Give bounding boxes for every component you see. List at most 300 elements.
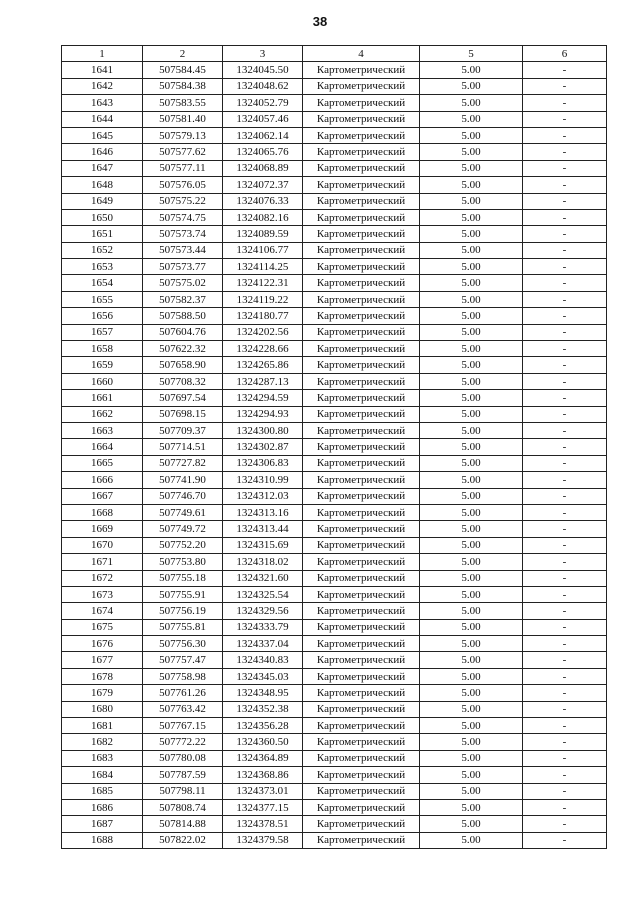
table-cell: 507698.15: [143, 406, 223, 422]
table-cell: -: [523, 95, 607, 111]
table-cell: 5.00: [420, 95, 523, 111]
table-cell: 1646: [62, 144, 143, 160]
table-cell: 507573.74: [143, 226, 223, 242]
table-cell: Картометрический: [303, 373, 420, 389]
table-cell: 1683: [62, 750, 143, 766]
table-cell: 1324082.16: [223, 209, 303, 225]
table-cell: 1641: [62, 62, 143, 78]
table-cell: 1324321.60: [223, 570, 303, 586]
table-cell: Картометрический: [303, 734, 420, 750]
table-cell: 507604.76: [143, 324, 223, 340]
table-row: [62, 111, 607, 127]
table-cell: 5.00: [420, 554, 523, 570]
table-cell: 507708.32: [143, 373, 223, 389]
table-cell: 507755.91: [143, 586, 223, 602]
table-cell: Картометрический: [303, 652, 420, 668]
table-cell: 1648: [62, 177, 143, 193]
table-row: [62, 685, 607, 701]
table-cell: Картометрический: [303, 242, 420, 258]
table-cell: 507763.42: [143, 701, 223, 717]
table-cell: 507588.50: [143, 308, 223, 324]
table-cell: -: [523, 603, 607, 619]
table-cell: 5.00: [420, 652, 523, 668]
table-cell: Картометрический: [303, 127, 420, 143]
table-row: [62, 95, 607, 111]
table-cell: 507758.98: [143, 668, 223, 684]
table-cell: 1324340.83: [223, 652, 303, 668]
table-cell: 1669: [62, 521, 143, 537]
table-cell: 1664: [62, 439, 143, 455]
table-cell: 1324072.37: [223, 177, 303, 193]
table-cell: Картометрический: [303, 619, 420, 635]
table-cell: 507787.59: [143, 767, 223, 783]
table-row: [62, 324, 607, 340]
table-cell: 1686: [62, 799, 143, 815]
table-cell: Картометрический: [303, 832, 420, 848]
table-cell: 5.00: [420, 537, 523, 553]
table-cell: 1642: [62, 78, 143, 94]
table-cell: 5.00: [420, 341, 523, 357]
table-cell: 1324062.14: [223, 127, 303, 143]
table-cell: 1651: [62, 226, 143, 242]
table-cell: Картометрический: [303, 603, 420, 619]
table-cell: Картометрический: [303, 422, 420, 438]
table-cell: 1324368.86: [223, 767, 303, 783]
table-cell: -: [523, 570, 607, 586]
table-row: [62, 373, 607, 389]
header-cell: 3: [223, 46, 303, 62]
table-cell: 1324337.04: [223, 636, 303, 652]
table-cell: -: [523, 373, 607, 389]
table-cell: 507741.90: [143, 472, 223, 488]
table-cell: 507753.80: [143, 554, 223, 570]
table-cell: 1324302.87: [223, 439, 303, 455]
table-cell: -: [523, 455, 607, 471]
table-cell: Картометрический: [303, 767, 420, 783]
table-cell: 507584.45: [143, 62, 223, 78]
table-cell: 1662: [62, 406, 143, 422]
table-cell: 5.00: [420, 668, 523, 684]
table-cell: 1688: [62, 832, 143, 848]
table-cell: 1324378.51: [223, 816, 303, 832]
table-cell: 1655: [62, 291, 143, 307]
table-cell: 507714.51: [143, 439, 223, 455]
table-row: [62, 504, 607, 520]
table-cell: 5.00: [420, 422, 523, 438]
table-cell: 1676: [62, 636, 143, 652]
table-cell: 1666: [62, 472, 143, 488]
table-cell: 5.00: [420, 718, 523, 734]
table-cell: -: [523, 750, 607, 766]
table-cell: 507798.11: [143, 783, 223, 799]
table-cell: -: [523, 209, 607, 225]
table-cell: -: [523, 78, 607, 94]
table-cell: 507575.22: [143, 193, 223, 209]
table-cell: 1324348.95: [223, 685, 303, 701]
table-cell: -: [523, 504, 607, 520]
table-row: [62, 78, 607, 94]
table-cell: -: [523, 226, 607, 242]
table-row: [62, 259, 607, 275]
table-cell: 5.00: [420, 734, 523, 750]
table-cell: 5.00: [420, 472, 523, 488]
table-cell: -: [523, 406, 607, 422]
table-cell: 5.00: [420, 226, 523, 242]
table-row: [62, 603, 607, 619]
table-cell: -: [523, 259, 607, 275]
table-cell: 1324345.03: [223, 668, 303, 684]
table-cell: 1679: [62, 685, 143, 701]
table-row: [62, 472, 607, 488]
table-cell: 1656: [62, 308, 143, 324]
table-row: [62, 406, 607, 422]
table-cell: 1645: [62, 127, 143, 143]
table-cell: Картометрический: [303, 62, 420, 78]
table-row: [62, 767, 607, 783]
table-cell: 5.00: [420, 750, 523, 766]
table-cell: 5.00: [420, 259, 523, 275]
table-cell: 1649: [62, 193, 143, 209]
table-cell: Картометрический: [303, 472, 420, 488]
table-cell: Картометрический: [303, 193, 420, 209]
table-cell: 507709.37: [143, 422, 223, 438]
table-cell: -: [523, 357, 607, 373]
table-cell: 1659: [62, 357, 143, 373]
table-cell: 507749.61: [143, 504, 223, 520]
table-cell: 5.00: [420, 242, 523, 258]
table-row: [62, 422, 607, 438]
table-cell: -: [523, 324, 607, 340]
table-row: [62, 455, 607, 471]
table-cell: 1324364.89: [223, 750, 303, 766]
table-row: [62, 357, 607, 373]
table-cell: Картометрический: [303, 586, 420, 602]
table-cell: 1670: [62, 537, 143, 553]
table-cell: -: [523, 586, 607, 602]
table-cell: 5.00: [420, 193, 523, 209]
table-row: [62, 341, 607, 357]
table-cell: -: [523, 718, 607, 734]
table-cell: 1663: [62, 422, 143, 438]
table-cell: Картометрический: [303, 488, 420, 504]
table-cell: -: [523, 636, 607, 652]
table-cell: Картометрический: [303, 275, 420, 291]
table-cell: 5.00: [420, 783, 523, 799]
table-cell: 5.00: [420, 324, 523, 340]
table-cell: 1687: [62, 816, 143, 832]
table-cell: 5.00: [420, 521, 523, 537]
table-cell: 1324329.56: [223, 603, 303, 619]
table-row: [62, 275, 607, 291]
table-cell: Картометрический: [303, 390, 420, 406]
table-cell: 1324325.54: [223, 586, 303, 602]
table-row: [62, 783, 607, 799]
table-cell: 507761.26: [143, 685, 223, 701]
coordinates-table: [61, 45, 607, 849]
table-row: [62, 718, 607, 734]
table-cell: 507772.22: [143, 734, 223, 750]
table-cell: Картометрический: [303, 816, 420, 832]
table-cell: 1673: [62, 586, 143, 602]
table-cell: 507658.90: [143, 357, 223, 373]
table-row: [62, 390, 607, 406]
table-row: [62, 62, 607, 78]
table-cell: -: [523, 734, 607, 750]
table-cell: 5.00: [420, 832, 523, 848]
table-cell: 1650: [62, 209, 143, 225]
table-row: [62, 570, 607, 586]
table-row: [62, 636, 607, 652]
table-cell: Картометрический: [303, 554, 420, 570]
table-cell: Картометрический: [303, 324, 420, 340]
table-cell: Картометрический: [303, 406, 420, 422]
table-cell: 5.00: [420, 78, 523, 94]
table-cell: -: [523, 816, 607, 832]
table-row: [62, 619, 607, 635]
table-cell: 1324315.69: [223, 537, 303, 553]
table-cell: 5.00: [420, 504, 523, 520]
table-cell: 507808.74: [143, 799, 223, 815]
table-cell: 1643: [62, 95, 143, 111]
table-row: [62, 554, 607, 570]
table-cell: Картометрический: [303, 570, 420, 586]
table-cell: 5.00: [420, 111, 523, 127]
table-cell: 1324265.86: [223, 357, 303, 373]
table-cell: 1671: [62, 554, 143, 570]
table-cell: 1324356.28: [223, 718, 303, 734]
table-cell: 507767.15: [143, 718, 223, 734]
table-cell: 5.00: [420, 390, 523, 406]
table-cell: 1678: [62, 668, 143, 684]
table-cell: 1324068.89: [223, 160, 303, 176]
table-cell: Картометрический: [303, 259, 420, 275]
table-cell: 1658: [62, 341, 143, 357]
table-cell: 5.00: [420, 455, 523, 471]
table-cell: 1324045.50: [223, 62, 303, 78]
table-cell: -: [523, 472, 607, 488]
table-row: [62, 209, 607, 225]
table-cell: Картометрический: [303, 750, 420, 766]
table-row: [62, 291, 607, 307]
table-row: [62, 193, 607, 209]
table-cell: 1324114.25: [223, 259, 303, 275]
table-row: [62, 537, 607, 553]
table-cell: 507756.19: [143, 603, 223, 619]
table-row: [62, 160, 607, 176]
table-cell: 1685: [62, 783, 143, 799]
table-cell: Картометрический: [303, 783, 420, 799]
table-cell: 5.00: [420, 406, 523, 422]
table-cell: 507582.37: [143, 291, 223, 307]
table-cell: 5.00: [420, 275, 523, 291]
table-cell: 1324294.59: [223, 390, 303, 406]
table-cell: 5.00: [420, 570, 523, 586]
table-cell: 507579.13: [143, 127, 223, 143]
table-cell: -: [523, 832, 607, 848]
header-cell: 2: [143, 46, 223, 62]
table-cell: 1684: [62, 767, 143, 783]
table-cell: 1324312.03: [223, 488, 303, 504]
table-cell: Картометрический: [303, 357, 420, 373]
table-cell: Картометрический: [303, 160, 420, 176]
table-cell: Картометрический: [303, 341, 420, 357]
table-cell: 1672: [62, 570, 143, 586]
page-number: 38: [312, 14, 328, 29]
table-cell: 5.00: [420, 291, 523, 307]
table-cell: 507622.32: [143, 341, 223, 357]
table-cell: 1324310.99: [223, 472, 303, 488]
table-cell: -: [523, 701, 607, 717]
table-cell: 1674: [62, 603, 143, 619]
table-cell: 507822.02: [143, 832, 223, 848]
table-cell: -: [523, 111, 607, 127]
table-header: [62, 46, 607, 62]
table-row: [62, 439, 607, 455]
table-cell: 1324352.38: [223, 701, 303, 717]
table-cell: 1665: [62, 455, 143, 471]
table-cell: Картометрический: [303, 685, 420, 701]
table-cell: 1652: [62, 242, 143, 258]
table-row: [62, 816, 607, 832]
header-cell: 6: [523, 46, 607, 62]
table-row: [62, 799, 607, 815]
table-row: [62, 127, 607, 143]
table-cell: 1324360.50: [223, 734, 303, 750]
table-row: [62, 750, 607, 766]
table-cell: Картометрический: [303, 521, 420, 537]
table-cell: -: [523, 652, 607, 668]
table-cell: 507756.30: [143, 636, 223, 652]
table-cell: 507574.75: [143, 209, 223, 225]
table-cell: 1324228.66: [223, 341, 303, 357]
table-row: [62, 652, 607, 668]
table-cell: 507814.88: [143, 816, 223, 832]
table-cell: 1647: [62, 160, 143, 176]
table-cell: -: [523, 291, 607, 307]
table-cell: 5.00: [420, 767, 523, 783]
table-cell: 507575.02: [143, 275, 223, 291]
table-cell: 507749.72: [143, 521, 223, 537]
table-row: [62, 488, 607, 504]
table-cell: 507577.62: [143, 144, 223, 160]
table-cell: Картометрический: [303, 455, 420, 471]
table-cell: 507752.20: [143, 537, 223, 553]
table-cell: 1324377.15: [223, 799, 303, 815]
table-cell: 1324300.80: [223, 422, 303, 438]
table-cell: 1324119.22: [223, 291, 303, 307]
table-cell: 507577.11: [143, 160, 223, 176]
table-cell: 5.00: [420, 603, 523, 619]
table-cell: -: [523, 767, 607, 783]
table-cell: 507780.08: [143, 750, 223, 766]
table-cell: 507746.70: [143, 488, 223, 504]
table-cell: 1677: [62, 652, 143, 668]
table-cell: Картометрический: [303, 291, 420, 307]
header-cell: 5: [420, 46, 523, 62]
table-cell: 507573.77: [143, 259, 223, 275]
table-cell: 5.00: [420, 439, 523, 455]
table-row: [62, 521, 607, 537]
table-cell: -: [523, 275, 607, 291]
table-cell: Картометрический: [303, 95, 420, 111]
table-cell: -: [523, 783, 607, 799]
table-cell: Картометрический: [303, 177, 420, 193]
table-cell: 507755.81: [143, 619, 223, 635]
table-cell: -: [523, 668, 607, 684]
table-cell: 5.00: [420, 799, 523, 815]
table-cell: 1324202.56: [223, 324, 303, 340]
table-row: [62, 734, 607, 750]
table-cell: 1657: [62, 324, 143, 340]
header-row: [62, 46, 607, 62]
table-cell: 1654: [62, 275, 143, 291]
table-cell: 5.00: [420, 619, 523, 635]
table-cell: -: [523, 521, 607, 537]
table-cell: 5.00: [420, 488, 523, 504]
table-cell: 5.00: [420, 160, 523, 176]
table-cell: 1324052.79: [223, 95, 303, 111]
table-cell: 5.00: [420, 685, 523, 701]
table-cell: -: [523, 62, 607, 78]
table-row: [62, 242, 607, 258]
table-cell: 1324318.02: [223, 554, 303, 570]
table-cell: 1324065.76: [223, 144, 303, 160]
table-cell: Картометрический: [303, 111, 420, 127]
table-cell: -: [523, 160, 607, 176]
table-cell: -: [523, 144, 607, 160]
table-cell: 5.00: [420, 209, 523, 225]
table-cell: -: [523, 341, 607, 357]
table-cell: 1324076.33: [223, 193, 303, 209]
table-cell: 507581.40: [143, 111, 223, 127]
table-cell: 5.00: [420, 373, 523, 389]
table-cell: 1644: [62, 111, 143, 127]
table-cell: 5.00: [420, 127, 523, 143]
table-cell: 1653: [62, 259, 143, 275]
table-cell: 5.00: [420, 701, 523, 717]
table-body: [62, 62, 607, 849]
table-cell: Картометрический: [303, 799, 420, 815]
table-cell: Картометрический: [303, 226, 420, 242]
table-cell: Картометрический: [303, 78, 420, 94]
table-cell: Картометрический: [303, 701, 420, 717]
table-cell: 1324287.13: [223, 373, 303, 389]
table-cell: 1675: [62, 619, 143, 635]
table-row: [62, 701, 607, 717]
table-cell: -: [523, 799, 607, 815]
table-cell: -: [523, 554, 607, 570]
table-cell: Картометрический: [303, 504, 420, 520]
table-cell: -: [523, 193, 607, 209]
table-cell: Картометрический: [303, 636, 420, 652]
table-cell: Картометрический: [303, 668, 420, 684]
table-cell: 5.00: [420, 586, 523, 602]
table-row: [62, 832, 607, 848]
table-cell: Картометрический: [303, 439, 420, 455]
table-cell: -: [523, 537, 607, 553]
table-cell: -: [523, 177, 607, 193]
table-cell: 507755.18: [143, 570, 223, 586]
table-cell: 1324180.77: [223, 308, 303, 324]
table-cell: -: [523, 242, 607, 258]
table-cell: 5.00: [420, 308, 523, 324]
table-cell: 5.00: [420, 357, 523, 373]
table-cell: 507583.55: [143, 95, 223, 111]
table-row: [62, 668, 607, 684]
table-cell: 1324106.77: [223, 242, 303, 258]
table-cell: 1681: [62, 718, 143, 734]
table-cell: 507727.82: [143, 455, 223, 471]
